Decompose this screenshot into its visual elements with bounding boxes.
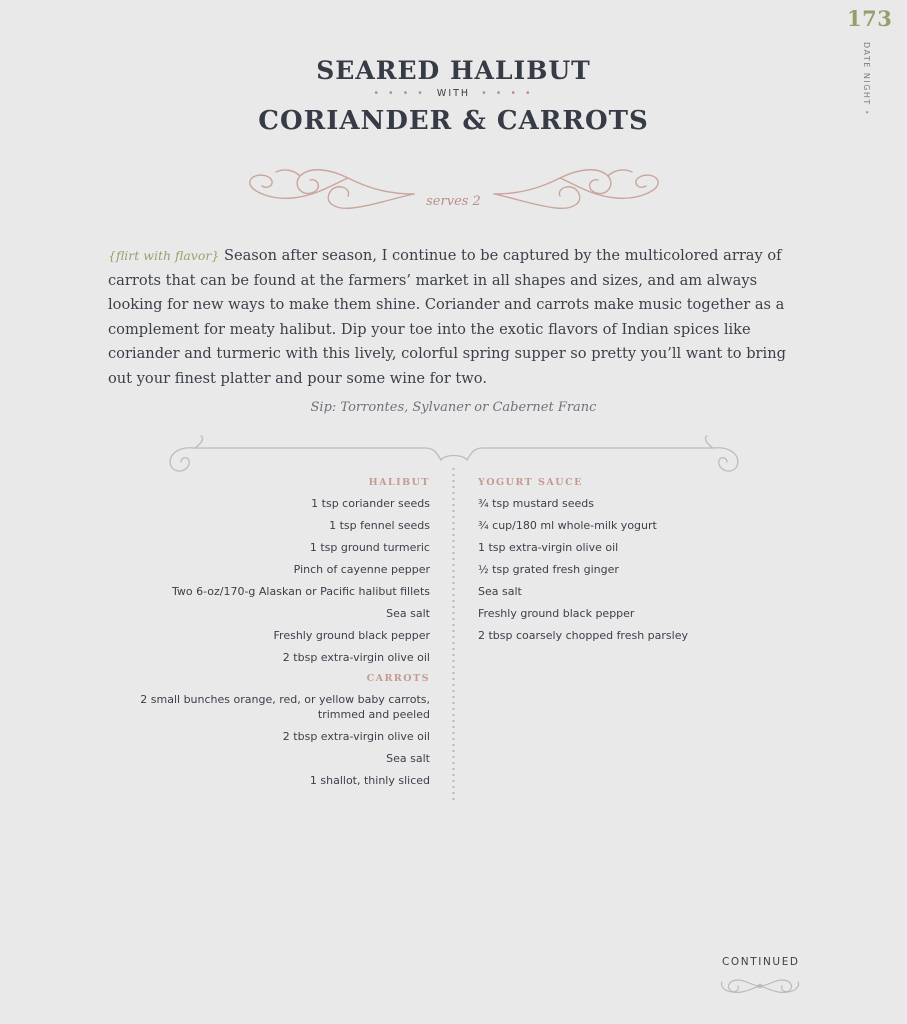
ingredient-item: Sea salt: [386, 752, 430, 765]
ingredient-item: ½ tsp grated fresh ginger: [478, 563, 619, 576]
page-number: 173: [847, 6, 893, 31]
title-connector: WITH: [436, 88, 471, 99]
intro-lead: {flirt with flavor}: [108, 248, 220, 263]
ingredient-item: Sea salt: [386, 607, 430, 620]
ingredient-item: Freshly ground black pepper: [478, 607, 635, 620]
ingredient-item-text: 2 small bunches orange, red, or yellow baby carrots, trimmed and peeled: [140, 693, 430, 721]
ingredient-item: 1 tsp fennel seeds: [329, 519, 430, 532]
ingredient-item: Pinch of cayenne pepper: [293, 563, 430, 576]
small-flourish-icon: [718, 974, 802, 996]
title-connector-row: [0, 88, 907, 99]
serves-label: serves 2: [426, 194, 481, 209]
recipe-title-line2: CORIANDER & CARROTS: [258, 106, 649, 136]
halibut-heading: HALIBUT: [368, 477, 430, 488]
section-tab-dot-icon: •: [862, 109, 871, 117]
ingredients-right-column: [478, 476, 778, 650]
wine-pairing: Sip: Torrontes, Sylvaner or Cabernet Franc: [310, 400, 597, 415]
dots-right-icon: • • • •: [481, 88, 534, 99]
ingredient-item: 1 tsp extra-virgin olive oil: [478, 541, 619, 554]
continued-label: CONTINUED: [722, 956, 800, 968]
recipe-title-line1: SEARED HALIBUT: [316, 56, 591, 85]
ingredient-item: 1 tsp ground turmeric: [309, 541, 430, 554]
ingredient-item: Freshly ground black pepper: [273, 629, 430, 642]
ingredient-item: Two 6-oz/170-g Alaskan or Pacific halibut fillets: [171, 585, 430, 598]
ingredient-item: 1 tsp coriander seeds: [311, 497, 430, 510]
ingredient-item: 2 tbsp extra-virgin olive oil: [282, 651, 430, 664]
ingredient-item: 2 tbsp extra-virgin olive oil: [282, 730, 430, 743]
ingredient-item: 2 tbsp coarsely chopped fresh parsley: [478, 629, 688, 642]
ingredient-item: Sea salt: [478, 585, 522, 598]
flourish-ornament-icon: [244, 158, 664, 220]
ingredient-item: [130, 692, 430, 722]
ingredient-item: ¾ tsp mustard seeds: [478, 497, 594, 510]
column-separator: [452, 466, 455, 804]
section-tab-label: DATE NIGHT: [862, 42, 871, 106]
carrots-heading: CARROTS: [366, 673, 430, 684]
intro-paragraph: [108, 244, 808, 392]
ingredient-item: 1 shallot, thinly sliced: [309, 774, 430, 787]
dots-left-icon: • • • •: [373, 88, 426, 99]
intro-body: Season after season, I continue to be captured by the multicolored array of carrots that can be found at the farmers’ market in all shapes and sizes, and am always looking for new ways to make them shine. Coriander and carrots make music together as a complement for meaty halibut. Dip your toe into the exotic flavors of Indian spices like coriander and turmeric with this lively, colorful spring supper so pretty you’ll want to bring out your finest platter and pour some wine for two.: [108, 247, 786, 387]
ingredient-item: ¾ cup/180 ml whole-milk yogurt: [478, 519, 657, 532]
ingredients-left-column: [130, 476, 430, 795]
yogurt-sauce-heading: YOGURT SAUCE: [478, 477, 583, 488]
